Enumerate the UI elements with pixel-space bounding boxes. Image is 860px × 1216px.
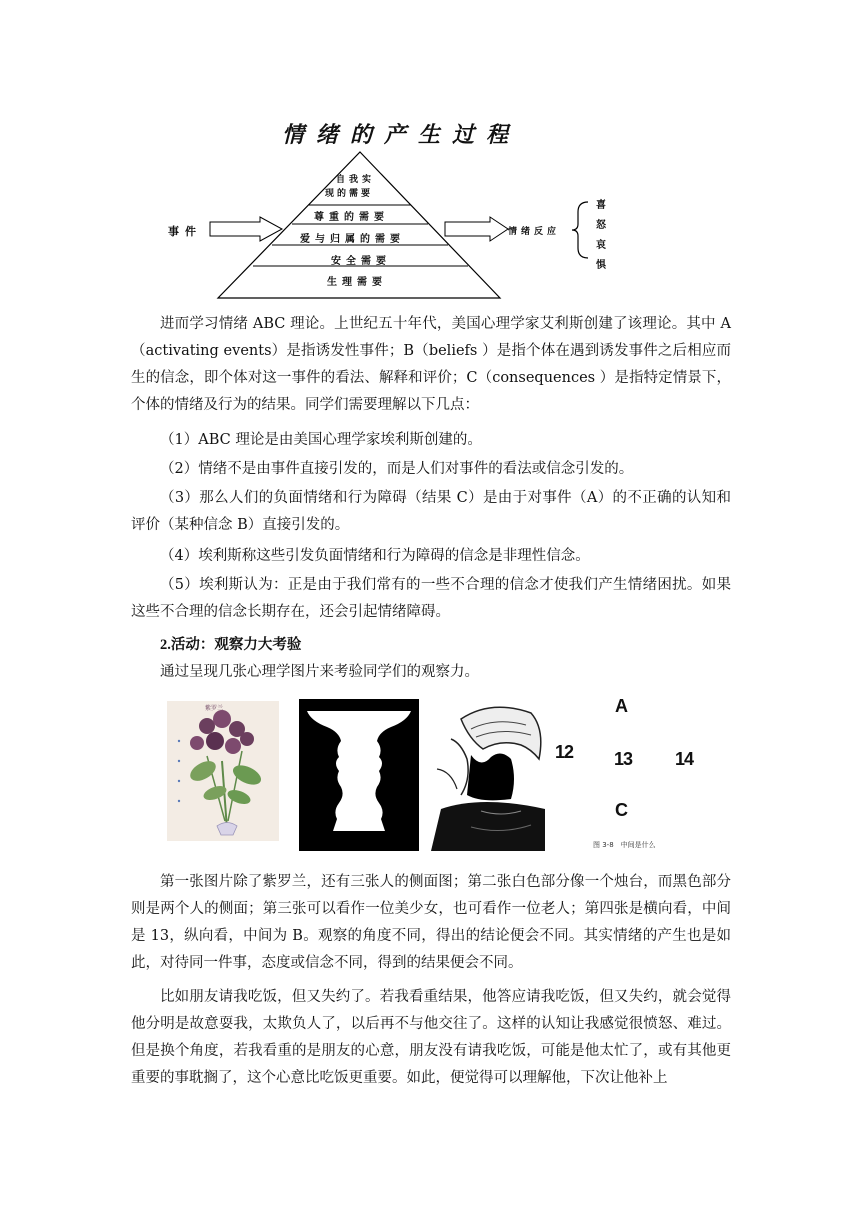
paragraph-observation-explanation: 第一张图片除了紫罗兰，还有三张人的侧面图；第二张白色部分像一个烛台，而黑色部分则是两个人的侧面；第三张可以看作一位美少女，也可看作一位老人；第四张是横向看，中间是 13，纵向看，中间为 B。观察的角度不同，得出的结论便会不同。其实情绪的产生也是如此，对待同一件事，态度或信念不同，得到的结果便会不同。 xyxy=(131,874,731,971)
event-label: 事件 xyxy=(168,225,202,238)
figure-title: 情绪的产生过程 xyxy=(282,123,521,148)
paragraph-intro-images: 通过呈现几张心理学图片来考验同学们的观察力。 xyxy=(160,664,479,680)
reaction-sorrow: 哀 xyxy=(596,240,606,251)
violet-tag-text: 紫罗兰 xyxy=(205,705,224,712)
old-young-woman-image xyxy=(421,699,545,851)
list-item-1: （1）ABC 理论是由美国心理学家埃利斯创建的。 xyxy=(160,432,482,448)
level-self-actualization-line2: 现的需要 xyxy=(325,189,374,199)
level-esteem: 尊重的需要 xyxy=(314,212,389,223)
list-item-4: （4）埃利斯称这些引发负面情绪和行为障碍的信念是非理性信念。 xyxy=(160,548,590,564)
ab13-illusion-image xyxy=(547,690,712,855)
level-belonging: 爱与归属的需要 xyxy=(300,234,405,245)
number-13: 13 xyxy=(614,749,633,769)
paragraph-abc-theory: 进而学习情绪 ABC 理论。上世纪五十年代，美国心理学家艾利斯创建了该理论。其中 A（activating events）是指诱发性事件；B（beliefs ）是指个体在遇到诱发事件之后相应而生的信念，即个体对这一事件的看法、解释和评价；C（consequences ）是指特定情景下，个体的情绪及行为的结果。同学们需要理解以下几点： xyxy=(131,316,731,413)
reaction-joy: 喜 xyxy=(596,200,606,211)
level-self-actualization-line1: 自我实 xyxy=(336,175,376,185)
number-14: 14 xyxy=(675,749,694,769)
reaction-fear: 惧 xyxy=(596,260,606,271)
list-item-5: （5）埃利斯认为：正是由于我们常有的一些不合理的信念才使我们产生情绪困扰。如果这些不合理的信念长期存在，还会引起情绪障碍。 xyxy=(131,577,731,620)
emotion-reaction-label: 情绪反应 xyxy=(508,227,561,237)
letter-c: C xyxy=(615,800,627,820)
section-heading: 2.活动：观察力大考验 xyxy=(160,637,302,653)
level-safety: 安全需要 xyxy=(331,256,391,267)
reaction-anger: 怒 xyxy=(596,220,606,231)
rubin-vase-image xyxy=(299,699,419,851)
list-item-3: （3）那么人们的负面情绪和行为障碍（结果 C）是由于对事件（A）的不正确的认知和评价（某种信念 B）直接引发的。 xyxy=(131,490,731,533)
number-12: 12 xyxy=(555,742,574,762)
violet-illusion-image xyxy=(167,701,279,841)
level-physiological: 生理需要 xyxy=(327,277,387,288)
paragraph-friend-example: 比如朋友请我吃饭，但又失约了。若我看重结果，他答应请我吃饭，但又失约，就会觉得他分明是故意耍我，太欺负人了，以后再不与他交往了。这样的认知让我感觉很愤怒、难过。但是换个角度，若我看重的是朋友的心意，朋友没有请我吃饭，可能是他太忙了，或有其他更重要的事耽搁了，这个心意比吃饭更重要。如此，便觉得可以理解他，下次让他补上 xyxy=(131,989,731,1086)
letter-a: A xyxy=(615,696,627,716)
list-item-2: （2）情绪不是由事件直接引发的，而是人们对事件的看法或信念引发的。 xyxy=(160,461,634,477)
illusion-caption: 图 3-8 中间是什么 xyxy=(593,841,656,849)
